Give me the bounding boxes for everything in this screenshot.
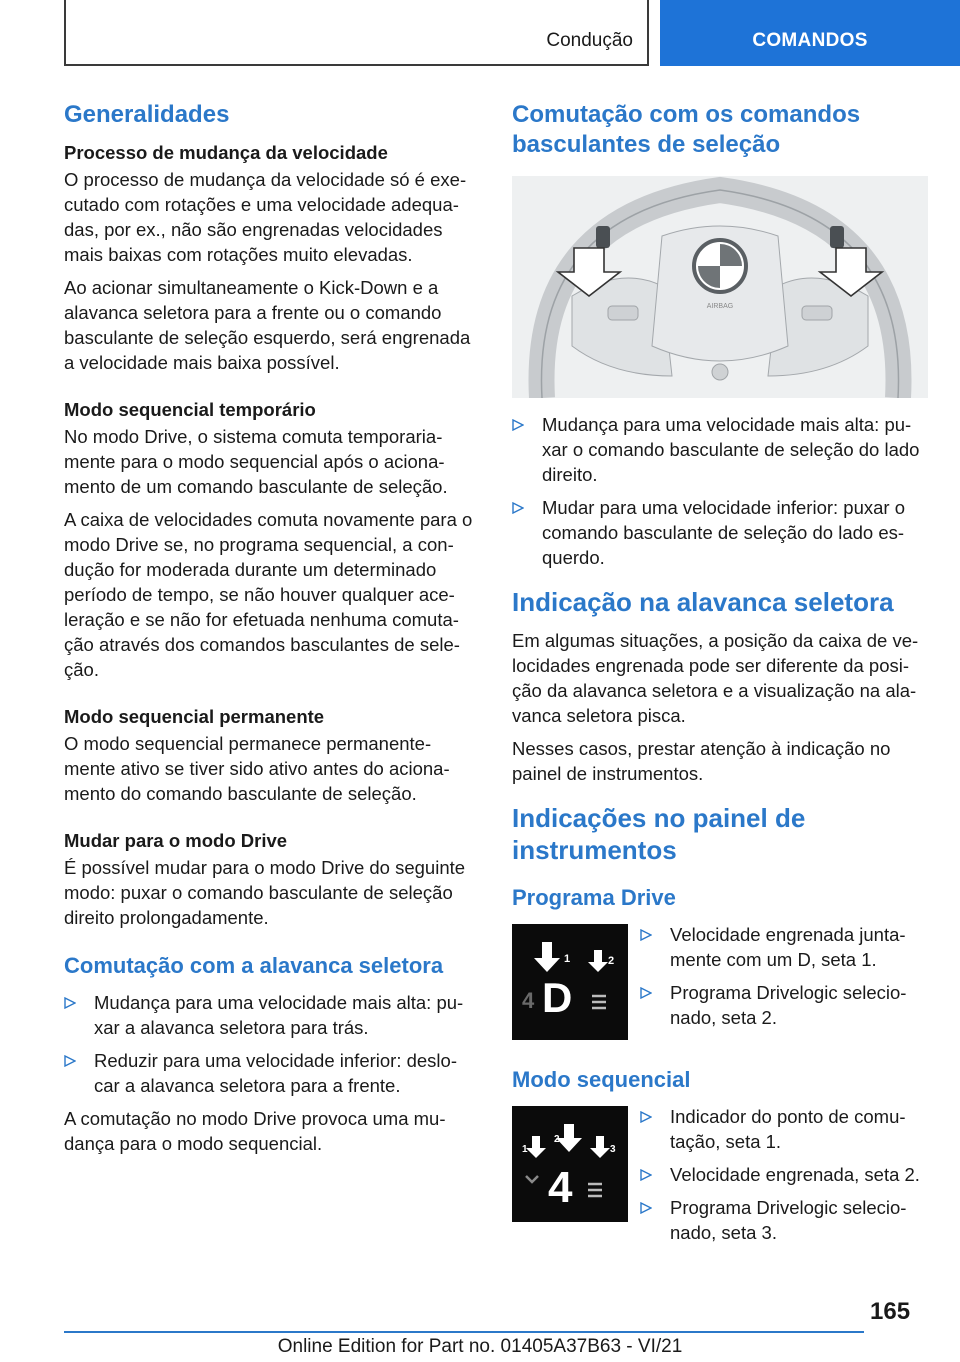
svg-text:4: 4	[522, 988, 535, 1013]
list-item: Velocidade engrenada, seta 2.	[640, 1162, 928, 1187]
triangle-right-outline-icon	[64, 1055, 76, 1067]
svg-text:1: 1	[522, 1144, 528, 1155]
right-column	[512, 100, 928, 1273]
list-item: Reduzir para uma velocidade inferior: deslo-car a alavanca seletora para a frente.	[64, 1048, 478, 1098]
subheading-temporario: Modo sequencial temporário	[64, 399, 316, 420]
heading-generalidades: Generalidades	[64, 101, 230, 128]
svg-text:2: 2	[608, 955, 615, 967]
list-item: Mudança para uma velocidade mais alta: pu-xar o comando basculante de seleção do lado direito.	[512, 412, 928, 487]
list-item: Indicador do ponto de comu-tação, seta 1.	[640, 1104, 928, 1154]
heading-comutacao-comandos: Comutação com os comandos basculantes de seleção	[512, 101, 861, 158]
header-chapter-label: COMANDOS	[752, 30, 868, 51]
list-item: Mudança para uma velocidade mais alta: pu-xar a alavanca seletora para trás.	[64, 990, 478, 1040]
paragraph: É possível mudar para o modo Drive do seguinte modo: puxar o comando basculante de seleção direito prolongadamente.	[64, 857, 466, 928]
sequential-indicator-image	[512, 1106, 628, 1222]
svg-text:1: 1	[564, 953, 571, 965]
drive-indicator-image	[512, 924, 628, 1040]
header-section-label: Condução	[546, 30, 633, 51]
triangle-right-outline-icon	[640, 1111, 652, 1123]
heading-comutacao-alavanca: Comutação com a alavanca seletora	[64, 953, 444, 978]
footer-divider	[64, 1331, 864, 1333]
paragraph: O processo de mudança da velocidade só é exe-cutado com rotações e uma velocidade adequa-das, por ex., não são engrenadas velocidades mais baixas com rotações muito elevadas.	[64, 169, 467, 265]
triangle-right-outline-icon	[640, 1169, 652, 1181]
paragraph: Em algumas situações, a posição da caixa de ve-locidades engrenada pode ser diferente da posi-ção da alavanca seletora e a visualização na ala-vanca seletora pisca.	[512, 630, 919, 726]
paragraph: A comutação no modo Drive provoca uma mu-dança para o modo sequencial.	[64, 1108, 446, 1154]
svg-text:4: 4	[548, 1163, 573, 1212]
svg-text:D: D	[542, 974, 573, 1021]
svg-text:AIRBAG: AIRBAG	[706, 303, 734, 310]
sequential-indicator-row	[512, 1104, 928, 1261]
paragraph: Nesses casos, prestar atenção à indicação no painel de instrumentos.	[512, 738, 891, 784]
subheading-processo: Processo de mudança da velocidade	[64, 142, 388, 163]
paragraph: Ao acionar simultaneamente o Kick-Down e a alavanca seletora para a frente ou o comando basculante de seleção esquerdo, será engrenada a velocidade mais baixa possível.	[64, 277, 471, 373]
triangle-right-outline-icon	[512, 419, 524, 431]
left-column	[64, 100, 478, 1164]
bmw-logo	[694, 240, 746, 292]
list-item: Programa Drivelogic selecio-nado, seta 2.	[640, 980, 928, 1030]
list-item: Velocidade engrenada junta-mente com um D, seta 1.	[640, 922, 928, 972]
steering-wheel-illustration	[512, 176, 928, 398]
list-item: Programa Drivelogic selecio-nado, seta 3.	[640, 1195, 928, 1245]
svg-text:2: 2	[554, 1134, 560, 1145]
bullet-list	[64, 990, 478, 1098]
heading-modo-sequencial: Modo sequencial	[512, 1067, 691, 1092]
bullet-list	[512, 412, 928, 570]
paragraph: No modo Drive, o sistema comuta temporaria-mente para o modo sequencial após o aciona-mento de um comando basculante de seleção.	[64, 426, 448, 497]
bullet-list	[640, 1104, 928, 1253]
triangle-right-outline-icon	[640, 1202, 652, 1214]
header-chapter-tab	[660, 0, 960, 66]
paragraph: O modo sequencial permanece permanente-mente ativo se tiver sido ativo antes do aciona-mento do comando basculante de seleção.	[64, 733, 450, 804]
heading-programa-drive: Programa Drive	[512, 885, 676, 910]
paragraph: A caixa de velocidades comuta novamente para o modo Drive se, no programa sequencial, a con-dução for moderada durante um determinado período de tempo, se não houver qualquer ace-leração e se não for efetuada nenhuma comuta-ção através dos comandos basculantes de sele-ção.	[64, 509, 473, 680]
header-section-tab	[64, 0, 649, 66]
bullet-list	[640, 922, 928, 1038]
drive-indicator-row	[512, 922, 928, 1046]
svg-text:3: 3	[610, 1144, 616, 1155]
subheading-mudar-drive: Mudar para o modo Drive	[64, 830, 288, 851]
footer-edition: Online Edition for Part no. 01405A37B63 - VI/21	[277, 1336, 683, 1357]
triangle-right-outline-icon	[512, 502, 524, 514]
page-number: 165	[870, 1298, 911, 1325]
heading-indicacoes-painel: Indicações no painel de instrumentos	[512, 803, 806, 865]
triangle-right-outline-icon	[640, 987, 652, 999]
list-item: Mudar para uma velocidade inferior: puxar o comando basculante de seleção do lado es-querdo.	[512, 495, 928, 570]
triangle-right-outline-icon	[64, 997, 76, 1009]
triangle-right-outline-icon	[640, 929, 652, 941]
heading-indicacao-alavanca: Indicação na alavanca seletora	[512, 587, 894, 617]
subheading-permanente: Modo sequencial permanente	[64, 706, 325, 727]
